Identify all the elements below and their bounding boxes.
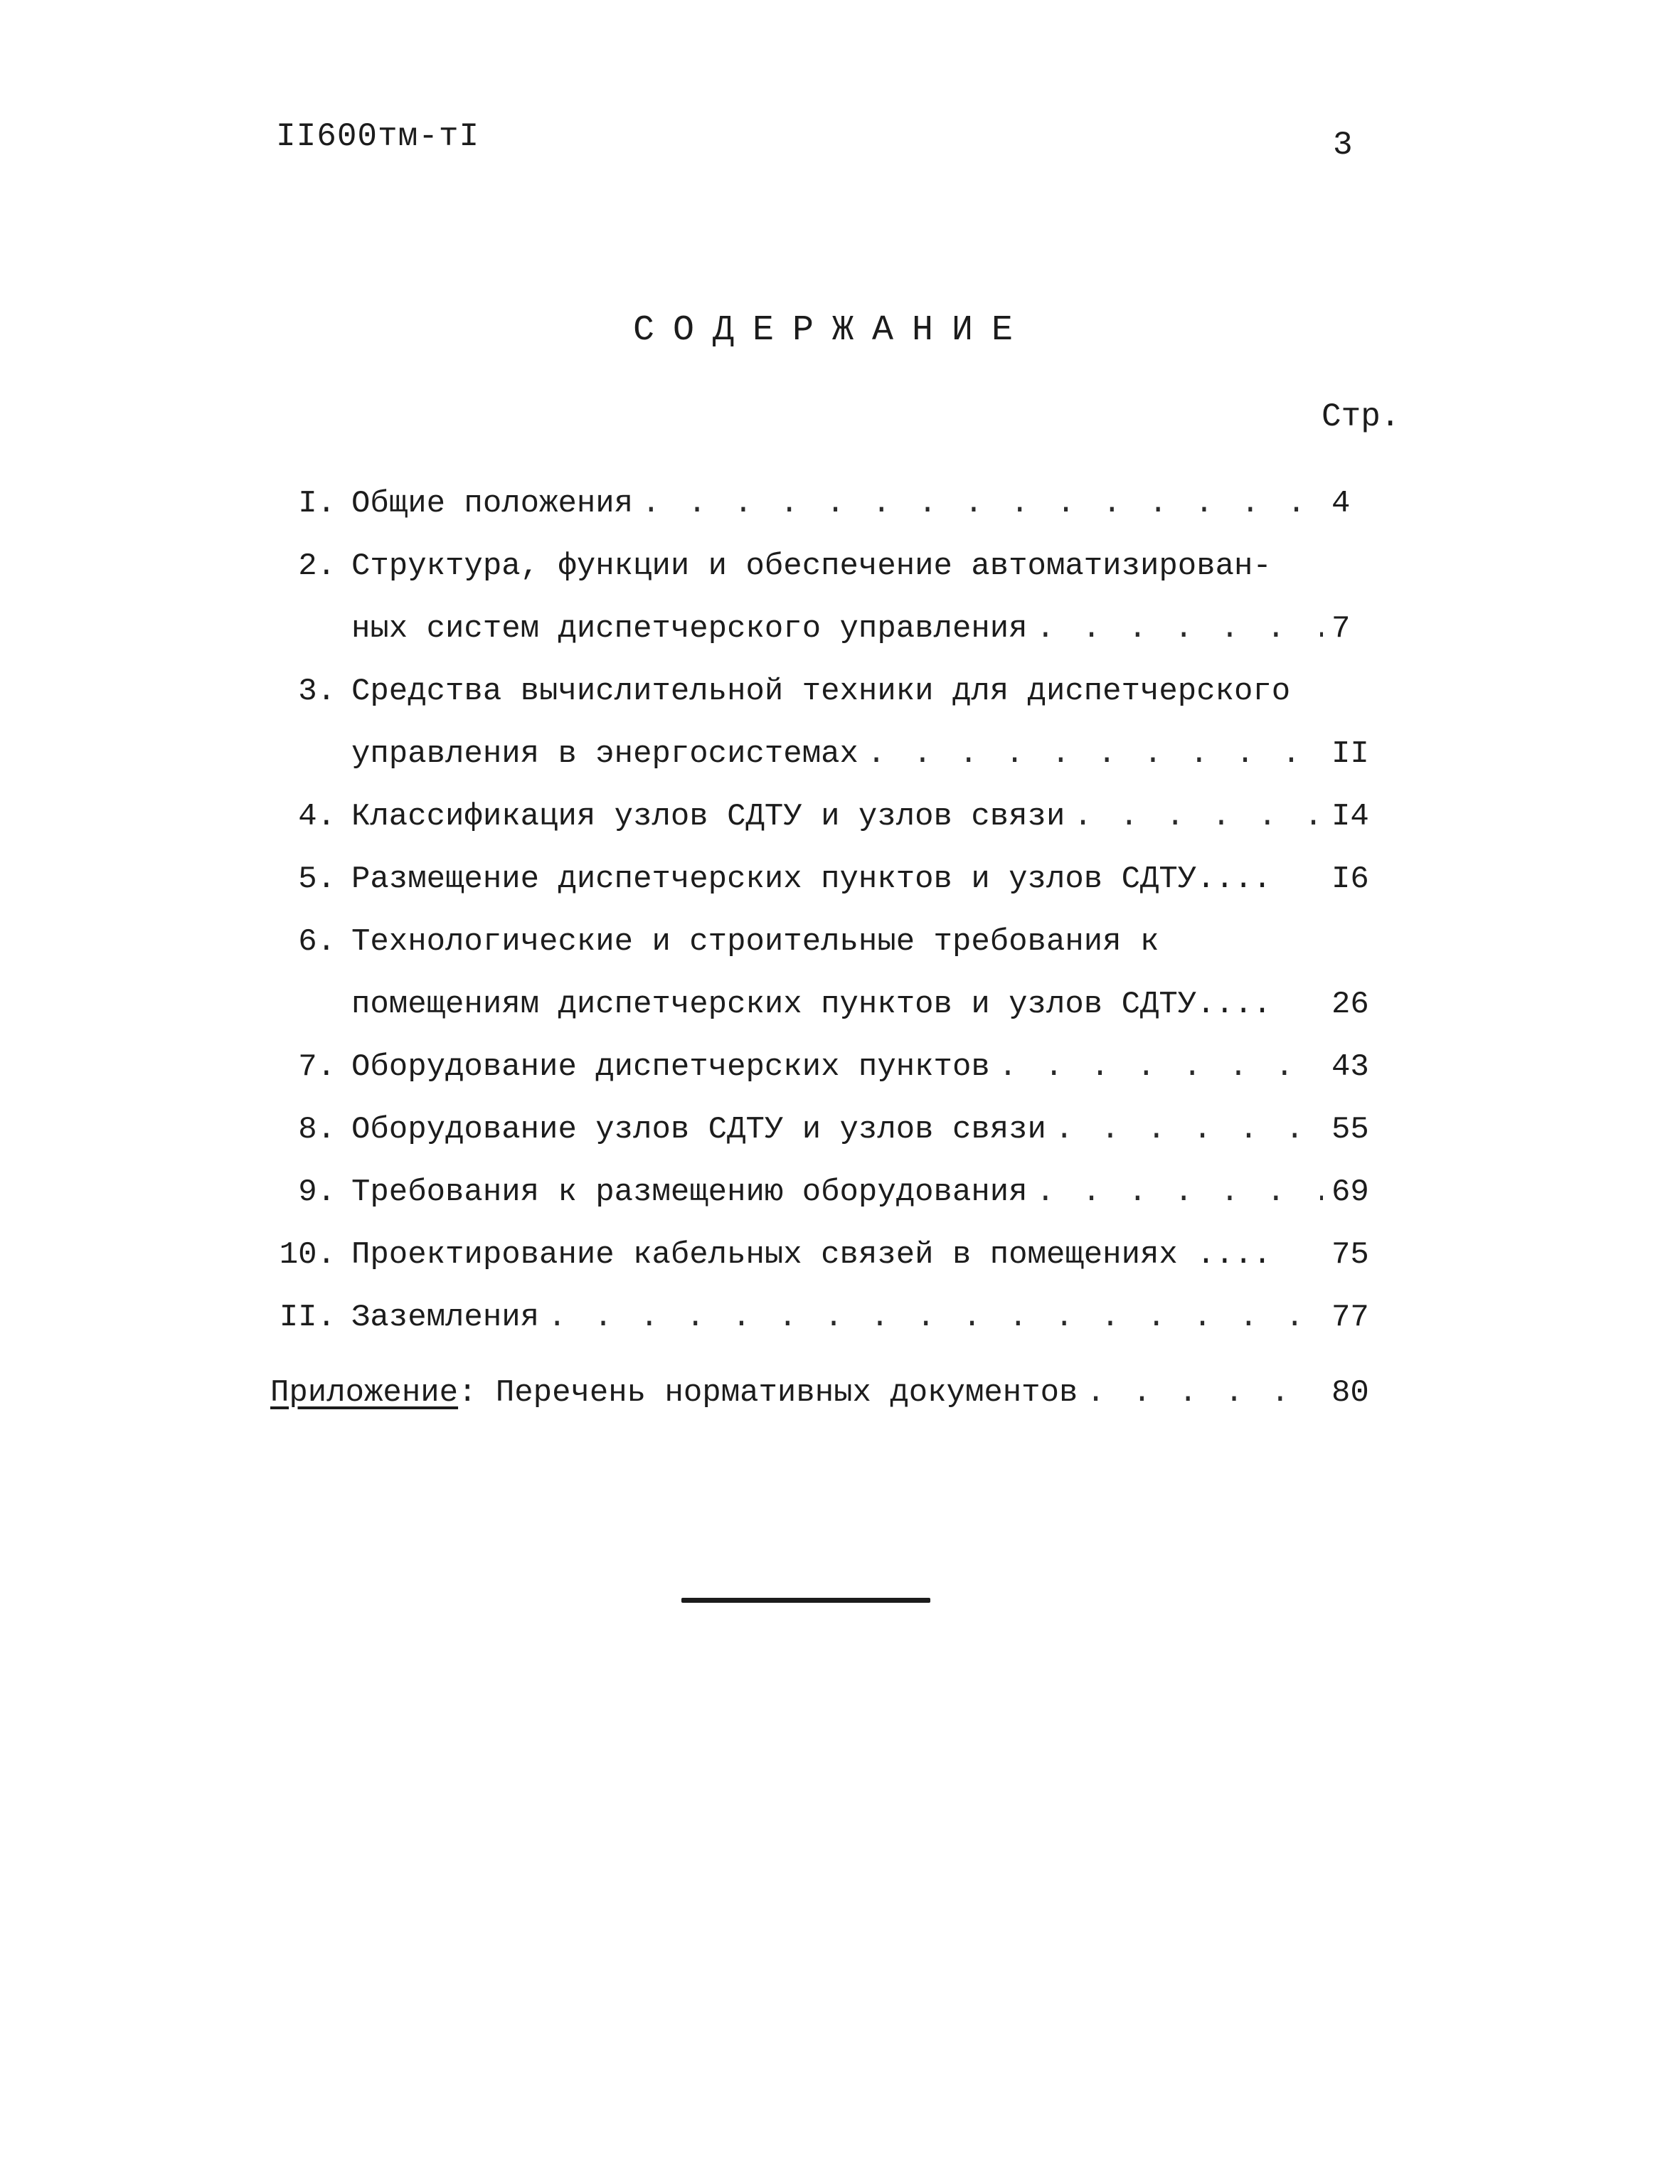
toc-entry-page: I4 bbox=[1331, 799, 1369, 834]
appendix-label: Приложение bbox=[270, 1375, 459, 1411]
page-number: 3 bbox=[1333, 127, 1353, 164]
toc-entry-number: 2. bbox=[298, 548, 336, 584]
toc-entry-title: Технологические и строительные требования к bbox=[351, 924, 1159, 960]
document-code: II600тм-тI bbox=[276, 118, 480, 155]
toc-entry-page: 75 bbox=[1331, 1237, 1369, 1273]
table-of-contents bbox=[270, 472, 1394, 1424]
toc-entry-title: Оборудование диспетчерских пунктов bbox=[351, 1049, 990, 1085]
toc-entry-number: 7. bbox=[298, 1049, 336, 1085]
toc-entry-page: II bbox=[1331, 736, 1369, 772]
toc-entry-number: 8. bbox=[298, 1112, 336, 1147]
toc-entry-title-continued: управления в энергосистемах bbox=[351, 736, 858, 772]
toc-entry-page: 4 bbox=[1331, 486, 1351, 521]
toc-entry-11 bbox=[270, 1286, 1394, 1349]
toc-entry-title-continued: ных систем диспетчерского управления bbox=[351, 611, 1028, 647]
page-column-label: Стр. bbox=[1322, 398, 1400, 435]
toc-entry-page: 69 bbox=[1331, 1175, 1369, 1210]
toc-entry-7 bbox=[270, 1036, 1394, 1098]
toc-entry-number: 4. bbox=[298, 799, 336, 834]
appendix-page: 80 bbox=[1331, 1375, 1369, 1411]
leader-dots bbox=[999, 1036, 1323, 1098]
toc-entry-page: I6 bbox=[1331, 862, 1369, 897]
toc-entry-title: Оборудование узлов СДТУ и узлов связи bbox=[351, 1112, 1046, 1147]
toc-entry-page: 26 bbox=[1331, 987, 1369, 1022]
leader-dots bbox=[548, 1286, 1323, 1349]
toc-entry-4 bbox=[270, 785, 1394, 848]
toc-entry-title: Размещение диспетчерских пунктов и узлов СДТУ.... bbox=[351, 862, 1272, 897]
closing-rule bbox=[681, 1598, 930, 1603]
toc-entry-title: Средства вычислительной техники для диспетчерского bbox=[351, 674, 1291, 709]
toc-entry-6 bbox=[270, 911, 1394, 973]
toc-entry-page: 55 bbox=[1331, 1112, 1369, 1147]
toc-entry-number: 10. bbox=[279, 1237, 336, 1273]
toc-entry-number: II. bbox=[279, 1300, 336, 1335]
toc-entry-title: Заземления bbox=[351, 1300, 540, 1335]
toc-entry-number: 6. bbox=[298, 924, 336, 960]
page-title: СОДЕРЖАНИЕ bbox=[633, 310, 1032, 351]
toc-entry-8 bbox=[270, 1098, 1394, 1161]
toc-entry-page: 7 bbox=[1331, 611, 1351, 647]
toc-entry-10 bbox=[270, 1224, 1394, 1286]
toc-entry-title: Проектирование кабельных связей в помещениях .... bbox=[351, 1237, 1272, 1273]
toc-entry-number: I. bbox=[298, 486, 336, 521]
toc-entry-title: Требования к размещению оборудования bbox=[351, 1175, 1028, 1210]
toc-entry-page: 77 bbox=[1331, 1300, 1369, 1335]
toc-entry-title: Общие положения bbox=[351, 486, 634, 521]
toc-entry-3 bbox=[270, 660, 1394, 723]
toc-entry-number: 9. bbox=[298, 1175, 336, 1210]
toc-entry-2-continued bbox=[270, 598, 1394, 660]
toc-appendix bbox=[270, 1362, 1394, 1424]
toc-entry-5 bbox=[270, 848, 1394, 911]
appendix-title: : Перечень нормативных документов bbox=[458, 1375, 1078, 1411]
leader-dots bbox=[1086, 1362, 1323, 1424]
toc-entry-page: 43 bbox=[1331, 1049, 1369, 1085]
toc-entry-title: Классификация узлов СДТУ и узлов связи bbox=[351, 799, 1065, 834]
toc-entry-number: 5. bbox=[298, 862, 336, 897]
toc-entry-title: Структура, функции и обеспечение автоматизирован- bbox=[351, 548, 1272, 584]
leader-dots bbox=[1036, 598, 1323, 660]
leader-dots bbox=[867, 723, 1323, 785]
leader-dots bbox=[1055, 1098, 1323, 1161]
leader-dots bbox=[1036, 1161, 1323, 1224]
leader-dots bbox=[1073, 785, 1323, 848]
toc-entry-1 bbox=[270, 472, 1394, 535]
toc-entry-title-continued: помещениям диспетчерских пунктов и узлов СДТУ.... bbox=[351, 987, 1272, 1022]
leader-dots bbox=[642, 472, 1323, 535]
toc-entry-3-continued bbox=[270, 723, 1394, 785]
toc-entry-2 bbox=[270, 535, 1394, 598]
toc-entry-number: 3. bbox=[298, 674, 336, 709]
toc-entry-6-continued bbox=[270, 973, 1394, 1036]
toc-entry-9 bbox=[270, 1161, 1394, 1224]
